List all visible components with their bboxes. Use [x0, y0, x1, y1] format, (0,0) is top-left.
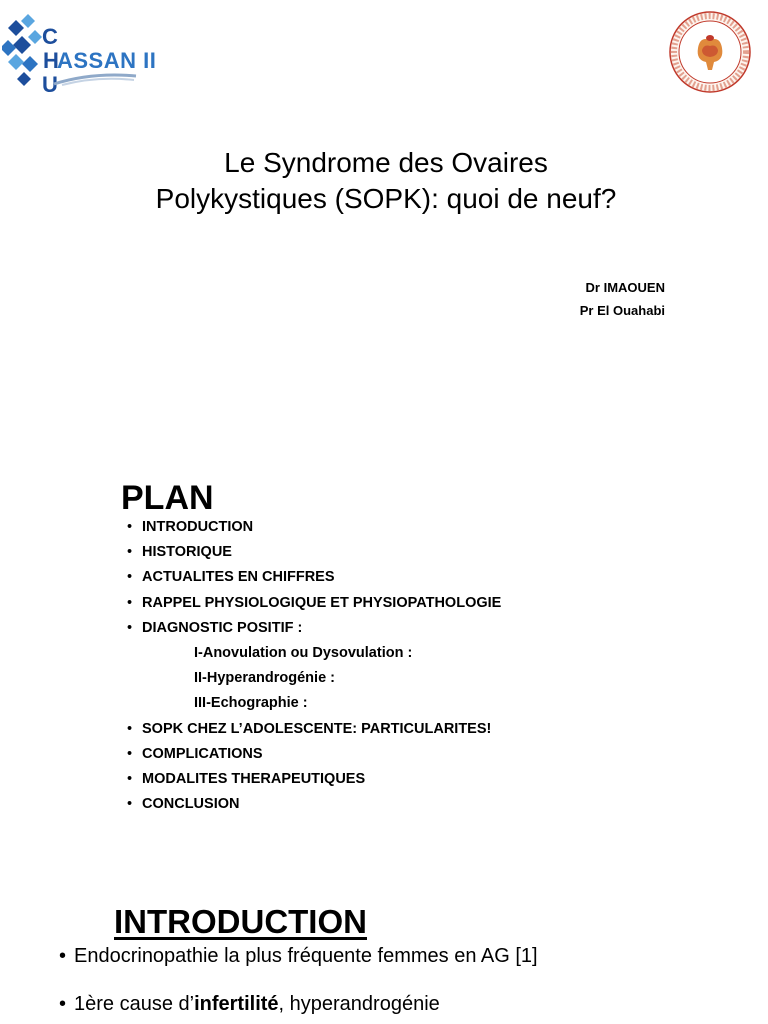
author-1: Dr IMAOUEN [585, 280, 665, 295]
introduction-heading: INTRODUCTION [114, 903, 367, 940]
intro-bullet-2-prefix: 1ère cause d’ [74, 993, 195, 1015]
list-subitem: I-Anovulation ou Dysovulation : [194, 644, 413, 661]
intro-bullet-2 [59, 988, 538, 1020]
logo-letter-h: H [43, 48, 59, 73]
logo-letter-u: U [42, 72, 58, 97]
list-item: • MODALITES THERAPEUTIQUES [127, 767, 501, 792]
list-item: • DIAGNOSTIC POSITIF : [127, 616, 501, 641]
seal-emblem-icon [668, 10, 752, 94]
list-subitem: II-Hyperandrogénie : [194, 670, 335, 687]
hospital-seal-logo [668, 10, 752, 94]
plan-heading: PLAN [121, 479, 214, 517]
list-item: • HISTORIQUE [127, 540, 501, 565]
document-title [0, 145, 768, 217]
intro-bullet-2-bold: infertilité [194, 993, 279, 1015]
list-item: • INTRODUCTION [127, 515, 501, 540]
list-subitem: III-Echographie : [194, 695, 308, 712]
intro-bullet-1-text: Endocrinopathie la plus fréquente femmes en AG [1] [74, 945, 538, 967]
introduction-list [59, 940, 538, 1020]
title-line-2: Polykystiques (SOPK): quoi de neuf? [155, 183, 617, 214]
title-line-1: Le Syndrome des Ovaires [224, 147, 548, 178]
authors [580, 276, 665, 322]
list-item: • RAPPEL PHYSIOLOGIQUE ET PHYSIOPATHOLOGIE [127, 591, 501, 616]
logo-swoosh-icon [52, 72, 138, 86]
logo-hassan-text: ASSAN II [57, 48, 157, 73]
plan-list [127, 515, 501, 817]
list-item: • ACTUALITES EN CHIFFRES [127, 565, 501, 590]
list-item: • SOPK CHEZ L’ADOLESCENTE: PARTICULARITES! [127, 717, 501, 742]
author-2: Pr El Ouahabi [579, 303, 665, 318]
list-item: • COMPLICATIONS [127, 742, 501, 767]
logo-letter-c: C [42, 24, 58, 49]
chu-hassan-logo [2, 12, 157, 97]
list-item: • CONCLUSION [127, 792, 501, 817]
intro-bullet-1 [59, 940, 538, 972]
intro-bullet-2-suffix: , hyperandrogénie [278, 993, 440, 1015]
